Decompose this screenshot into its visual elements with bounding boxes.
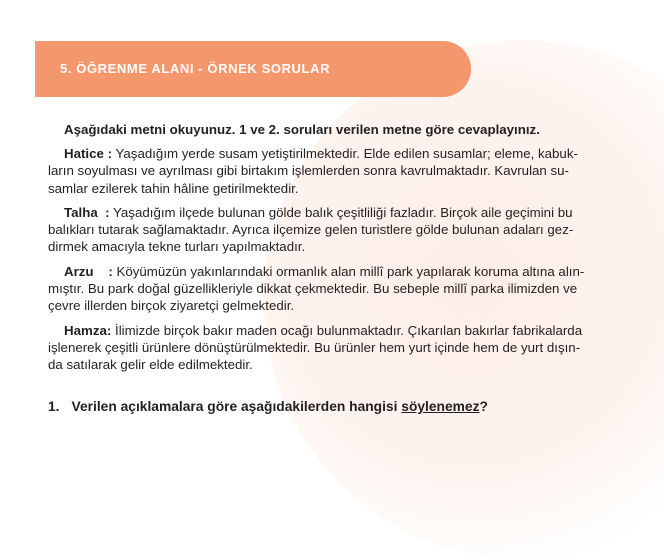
paragraph-talha: [48, 204, 638, 256]
paragraph-line: [48, 263, 638, 280]
paragraph-hamza: [48, 322, 638, 374]
speaker-name: Hamza:: [64, 322, 112, 338]
paragraph-hatice: [48, 145, 638, 197]
speaker-name: Hatice :: [64, 146, 113, 161]
line-text: Yaşadığım yerde susam yetiştirilmektedir. Elde edilen susamlar; eleme, kabuk-: [115, 146, 578, 161]
line-text: Köyümüzün yakınlarındaki ormanlık alan millî park yapılarak koruma altına alın-: [116, 263, 585, 279]
instruction-text: Aşağıdaki metni okuyunuz. 1 ve 2. soruları verilen metne göre cevaplayınız.: [64, 122, 540, 137]
paragraph-line: [48, 145, 638, 162]
reading-passage: [48, 121, 638, 374]
paragraph-arzu: [48, 263, 638, 315]
speaker-name: Arzu :: [64, 263, 113, 279]
question-mark: ?: [479, 399, 488, 414]
line-text: Yaşadığım ilçede bulunan gölde balık çeşitliliği fazladır. Birçok aile geçimini bu: [113, 204, 573, 220]
paragraph-line: ların soyulması ve ayrılması gibi birtakım işlemlerden sonra kavrulmaktadır. Kavrulan su-: [48, 163, 569, 179]
paragraph-line: [48, 322, 638, 339]
question-1: [48, 399, 488, 414]
paragraph-line: çevre illerden birçok ziyaretçi gelmektedir.: [48, 298, 295, 314]
paragraph-line: mıştır. Bu park doğal güzellikleriyle dikkat çekmektedir. Bu sebeple millî parka ilimizden ve: [48, 281, 578, 297]
paragraph-line: da satılarak gelir elde edilmektedir.: [48, 357, 253, 373]
paragraph-line: dirmek amacıyla tekne turları yapılmaktadır.: [48, 239, 306, 255]
paragraph-line: samlar ezilerek tahin hâline getirilmektedir.: [48, 180, 299, 196]
speaker-name: Talha :: [64, 204, 110, 220]
section-title: 5. ÖĞRENME ALANI - ÖRNEK SORULAR: [60, 61, 331, 76]
paragraph-line: balıkları tutarak sağlamaktadır. Ayrıca ilçemize gelen turistlere gölde bulunan adaları gez-: [48, 222, 574, 238]
paragraph-line: işlenerek çeşitli ürünlere dönüştürülmektedir. Bu ürünler hem yurt içinde hem de yurt dışın-: [48, 339, 581, 355]
question-emphasis: söylenemez: [401, 399, 480, 414]
line-text: İlimizde birçok bakır maden ocağı bulunmaktadır. Çıkarılan bakırlar fabrikalarda: [115, 322, 583, 338]
question-text: Verilen açıklamalara göre aşağıdakilerden hangisi: [71, 399, 398, 414]
section-banner: [35, 41, 471, 97]
question-number: 1.: [48, 399, 60, 414]
paragraph-line: [48, 204, 638, 221]
